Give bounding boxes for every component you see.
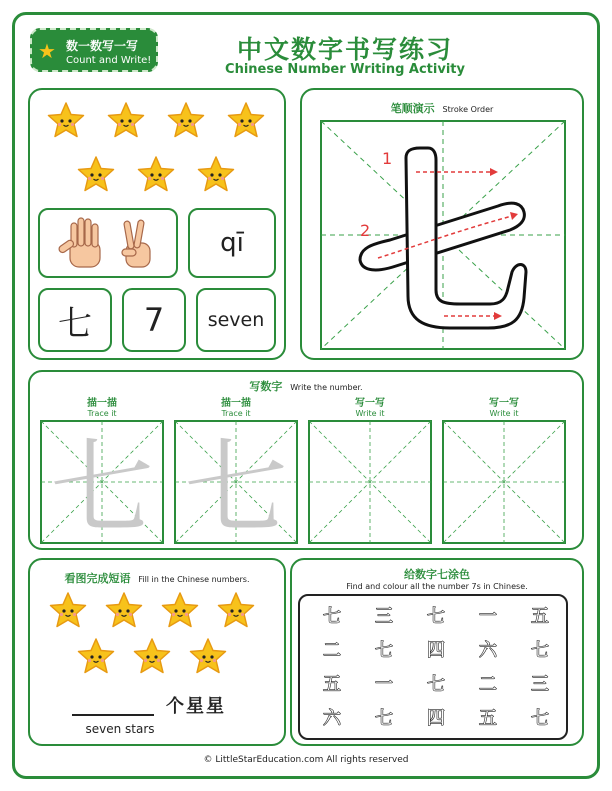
trace-grid-cell[interactable] [174, 420, 298, 544]
colour-character: 三 [531, 674, 549, 695]
colour-character: 五 [479, 708, 497, 729]
write-title-en: Write the number. [290, 383, 363, 392]
colour-character-cell[interactable] [466, 670, 510, 698]
hand-count-box [38, 208, 178, 278]
colour-character-cell[interactable] [362, 670, 406, 698]
answer-blank-line[interactable] [72, 714, 154, 716]
colour-character-cell[interactable] [310, 670, 354, 698]
trace-character: 七 [49, 427, 155, 544]
star-icon [104, 590, 144, 630]
colour-character-cell[interactable] [414, 602, 458, 630]
phrase-zh: 个星星 [166, 696, 226, 717]
colour-character-cell[interactable] [362, 704, 406, 732]
write-grid-cell[interactable] [308, 420, 432, 544]
colour-character: 一 [375, 674, 393, 695]
fill-star-group [30, 560, 284, 690]
star-icon [106, 100, 146, 140]
column-label-zh: 描一描 [221, 398, 251, 409]
star-icon [136, 154, 176, 194]
page-title-en: Chinese Number Writing Activity [225, 62, 465, 77]
hand-icons [48, 213, 168, 273]
character-search-grid [298, 594, 568, 740]
star-icon [188, 636, 228, 676]
number-info-panel [28, 88, 286, 360]
stroke-number-1: 1 [382, 149, 393, 168]
colour-character-cell[interactable] [310, 704, 354, 732]
numeral-box [122, 288, 186, 352]
stroke-order-grid [320, 120, 566, 350]
stroke-number-2: 2 [360, 221, 371, 240]
star-icon [166, 100, 206, 140]
star-icon [226, 100, 266, 140]
colour-character-cell[interactable] [310, 636, 354, 664]
page-title-zh: 中文数字书写练习 [236, 35, 453, 64]
colour-character-cell[interactable] [518, 704, 562, 732]
colour-character-cell[interactable] [466, 602, 510, 630]
english-word-box [196, 288, 276, 352]
colour-character: 七 [531, 640, 549, 661]
colour-character: 六 [323, 708, 341, 729]
character-box [38, 288, 112, 352]
victory-hand-two-icon [122, 220, 150, 267]
colour-character-cell[interactable] [518, 670, 562, 698]
colour-character-cell[interactable] [414, 636, 458, 664]
colour-character: 六 [479, 640, 497, 661]
colour-character-cell[interactable] [362, 636, 406, 664]
colour-character-cell[interactable] [310, 602, 354, 630]
stroke-order-panel [300, 88, 584, 360]
copyright-footer: © LittleStarEducation.com All rights reserved [203, 755, 409, 765]
pinyin-box [188, 208, 276, 278]
colour-character: 七 [427, 674, 445, 695]
write-grid-cell[interactable] [442, 420, 566, 544]
colour-character-cell[interactable] [414, 670, 458, 698]
column-label-en: Trace it [87, 409, 117, 418]
character-text: 七 [58, 303, 92, 344]
numeral-text: 7 [143, 301, 165, 339]
star-icon [76, 636, 116, 676]
english-word-text: seven [207, 309, 265, 331]
column-label-zh: 写一写 [489, 398, 519, 409]
open-hand-five-icon [58, 218, 100, 267]
colour-character-cell[interactable] [518, 636, 562, 664]
colour-character: 二 [479, 674, 497, 695]
colour-character: 七 [427, 606, 445, 627]
fill-title-en: Fill in the Chinese numbers. [138, 575, 250, 584]
colour-character: 七 [375, 640, 393, 661]
colour-character: 三 [375, 606, 393, 627]
colour-character-cell[interactable] [466, 636, 510, 664]
colour-character: 二 [323, 640, 341, 661]
star-icon [216, 590, 256, 630]
star-icon [76, 154, 116, 194]
column-label-en: Write it [355, 409, 385, 418]
count-and-write-badge [30, 28, 158, 72]
colour-character: 七 [375, 708, 393, 729]
colour-character-cell[interactable] [518, 602, 562, 630]
column-label-en: Write it [489, 409, 519, 418]
column-label-zh: 描一描 [87, 398, 117, 409]
write-title-zh: 写数字 [249, 380, 283, 393]
column-label-en: Trace it [221, 409, 251, 418]
star-icon: ★ [38, 39, 56, 63]
colour-character-cell[interactable] [414, 704, 458, 732]
star-icon [196, 154, 236, 194]
star-icon [48, 590, 88, 630]
trace-character: 七 [183, 427, 289, 544]
fill-title-zh: 看图完成短语 [64, 572, 131, 585]
colour-character: 一 [479, 606, 497, 627]
write-column-label [174, 394, 298, 418]
star-icon [132, 636, 172, 676]
colour-title-zh: 给数字七涂色 [404, 568, 470, 581]
colour-character: 七 [323, 606, 341, 627]
badge-title-en: Count and Write! [66, 55, 152, 66]
phrase-en: seven stars [85, 722, 155, 736]
write-column-label [308, 394, 432, 418]
star-icon [46, 100, 86, 140]
stroke-order-title-en: Stroke Order [442, 105, 494, 114]
fill-phrase-panel [28, 558, 286, 746]
colour-character: 七 [531, 708, 549, 729]
write-column-label [40, 394, 164, 418]
colour-character-cell[interactable] [466, 704, 510, 732]
colour-character: 四 [427, 640, 445, 661]
colour-character: 五 [323, 674, 341, 695]
write-number-panel [28, 370, 584, 550]
pinyin-text: qī [220, 228, 244, 258]
stroke-order-title-zh: 笔顺演示 [390, 102, 435, 115]
colour-character: 四 [427, 708, 445, 729]
column-label-zh: 写一写 [355, 398, 385, 409]
star-icon [160, 590, 200, 630]
trace-grid-cell[interactable] [40, 420, 164, 544]
write-title [30, 378, 582, 394]
stroke-order-title [302, 100, 582, 116]
write-column-label [442, 394, 566, 418]
badge-title-zh: 数一数写一写 [66, 39, 139, 53]
colour-character: 五 [531, 606, 549, 627]
info-star-group [30, 90, 284, 200]
colour-character-cell[interactable] [362, 602, 406, 630]
colour-title-en: Find and colour all the number 7s in Chinese. [346, 582, 528, 591]
